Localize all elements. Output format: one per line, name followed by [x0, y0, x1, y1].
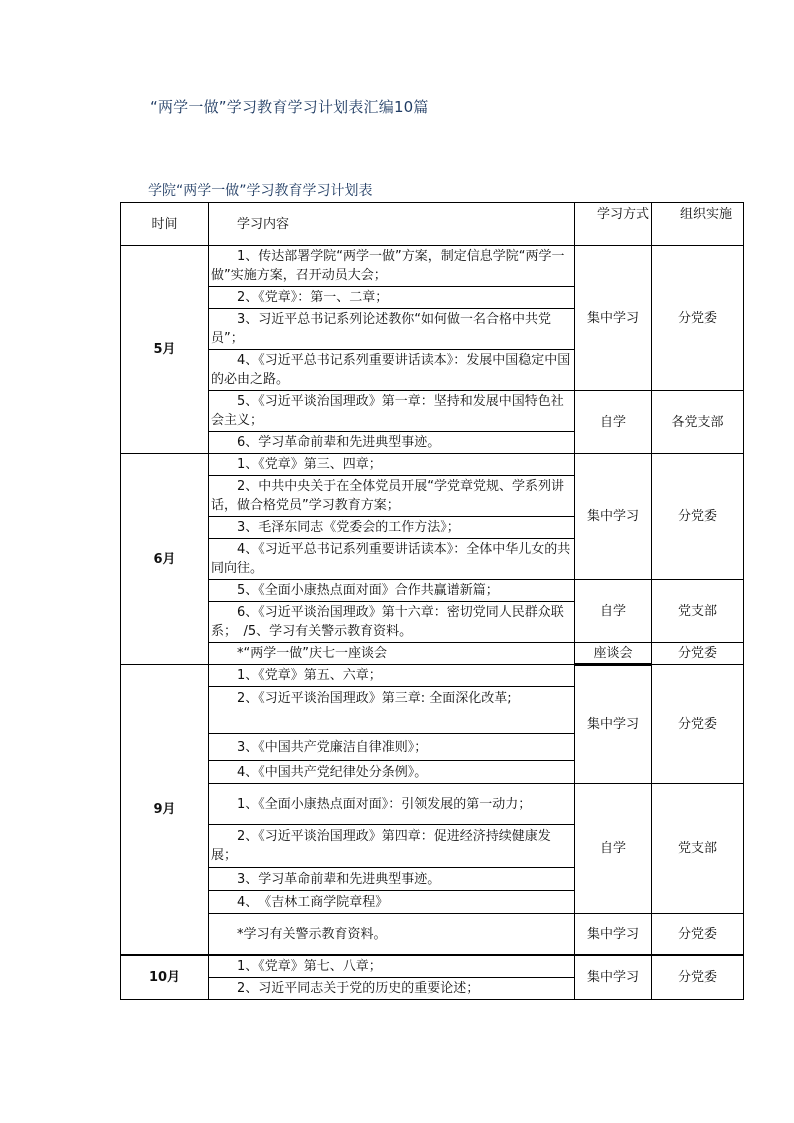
table-row: [121, 914, 744, 956]
method-cell: 集中学习: [575, 246, 652, 391]
method-cell: 自学: [575, 391, 652, 454]
table-row: [121, 784, 744, 825]
org-cell: 分党委: [652, 955, 744, 1000]
table-title: 学院“两学一做”学习教育学习计划表: [148, 183, 373, 199]
table-row: [121, 454, 744, 476]
content-cell: 2、习近平同志关于党的历史的重要论述；: [209, 978, 575, 1000]
content-cell: 1、《全面小康热点面对面》：引领发展的第一动力；: [209, 784, 575, 825]
header-time: 时间: [121, 203, 209, 246]
org-cell: 分党委: [652, 246, 744, 391]
method-cell: 自学: [575, 580, 652, 643]
document-title: “两学一做”学习教育学习计划表汇编10篇: [150, 98, 429, 116]
method-cell: 集中学习: [575, 914, 652, 956]
method-cell: 集中学习: [575, 454, 652, 580]
method-cell: 自学: [575, 784, 652, 914]
content-cell: 6、《习近平谈治国理政》第十六章：密切党同人民群众联系； /5、学习有关警示教育资料。: [209, 602, 575, 643]
month-october: 10月: [121, 955, 209, 1000]
content-cell: 2、《习近平谈治国理政》第四章：促进经济持续健康发展；: [209, 825, 575, 868]
content-cell: 5、《习近平谈治国理政》第一章：坚持和发展中国特色社会主义；: [209, 391, 575, 432]
content-cell: 2、《习近平谈治国理政》第三章: 全面深化改革;: [209, 687, 575, 734]
table-row: [121, 391, 744, 432]
content-cell: 5、《全面小康热点面对面》合作共赢谱新篇；: [209, 580, 575, 602]
org-cell: 各党支部: [652, 391, 744, 454]
content-cell: 3、《中国共产党廉洁自律准则》；: [209, 734, 575, 761]
table-row: [121, 580, 744, 602]
header-content: 学习内容: [209, 203, 575, 246]
org-cell: 党支部: [652, 580, 744, 643]
org-cell: 党支部: [652, 784, 744, 914]
org-cell: 分党委: [652, 914, 744, 956]
content-cell: 3、学习革命前辈和先进典型事迹。: [209, 868, 575, 891]
content-cell: *“两学一做”庆七一座谈会: [209, 643, 575, 665]
table-row: [121, 246, 744, 287]
header-method: 学习方式: [575, 203, 652, 246]
method-cell: 集中学习: [575, 955, 652, 1000]
content-cell: 1、《党章》第三、四章；: [209, 454, 575, 476]
org-cell: 分党委: [652, 643, 744, 665]
content-cell: 4、《习近平总书记系列重要讲话读本》：全体中华儿女的共同向往。: [209, 539, 575, 580]
content-cell: 4、《习近平总书记系列重要讲话读本》：发展中国稳定中国的必由之路。: [209, 350, 575, 391]
header-org: 组织实施: [652, 203, 744, 246]
content-cell: 1、《党章》第七、八章；: [209, 955, 575, 978]
month-september: 9月: [121, 665, 209, 956]
content-cell: 1、传达部署学院“两学一做”方案，制定信息学院“两学一做”实施方案，召开动员大会；: [209, 246, 575, 287]
org-cell: 分党委: [652, 454, 744, 580]
content-cell: 2、中共中央关于在全体党员开展“学党章党规、学系列讲话，做合格党员”学习教育方案；: [209, 476, 575, 517]
header-row: [121, 203, 744, 246]
month-may: 5月: [121, 246, 209, 454]
org-cell: 分党委: [652, 665, 744, 784]
content-cell: 3、毛泽东同志《党委会的工作方法》；: [209, 517, 575, 539]
table-row: [121, 643, 744, 665]
table-row: [121, 955, 744, 978]
table-row: [121, 665, 744, 687]
content-cell: 6、学习革命前辈和先进典型事迹。: [209, 432, 575, 454]
study-plan-table: [120, 202, 744, 1000]
month-june: 6月: [121, 454, 209, 665]
method-cell: 集中学习: [575, 665, 652, 784]
method-cell: 座谈会: [575, 643, 652, 665]
content-cell: 2、《党章》：第一、二章；: [209, 287, 575, 309]
content-cell: *学习有关警示教育资料。: [209, 914, 575, 956]
content-cell: 4、《中国共产党纪律处分条例》。: [209, 761, 575, 784]
content-cell: 3、习近平总书记系列论述教你“如何做一名合格中共党员”；: [209, 309, 575, 350]
content-cell: 1、《党章》第五、六章；: [209, 665, 575, 687]
content-cell: 4、 《吉林工商学院章程》: [209, 891, 575, 914]
